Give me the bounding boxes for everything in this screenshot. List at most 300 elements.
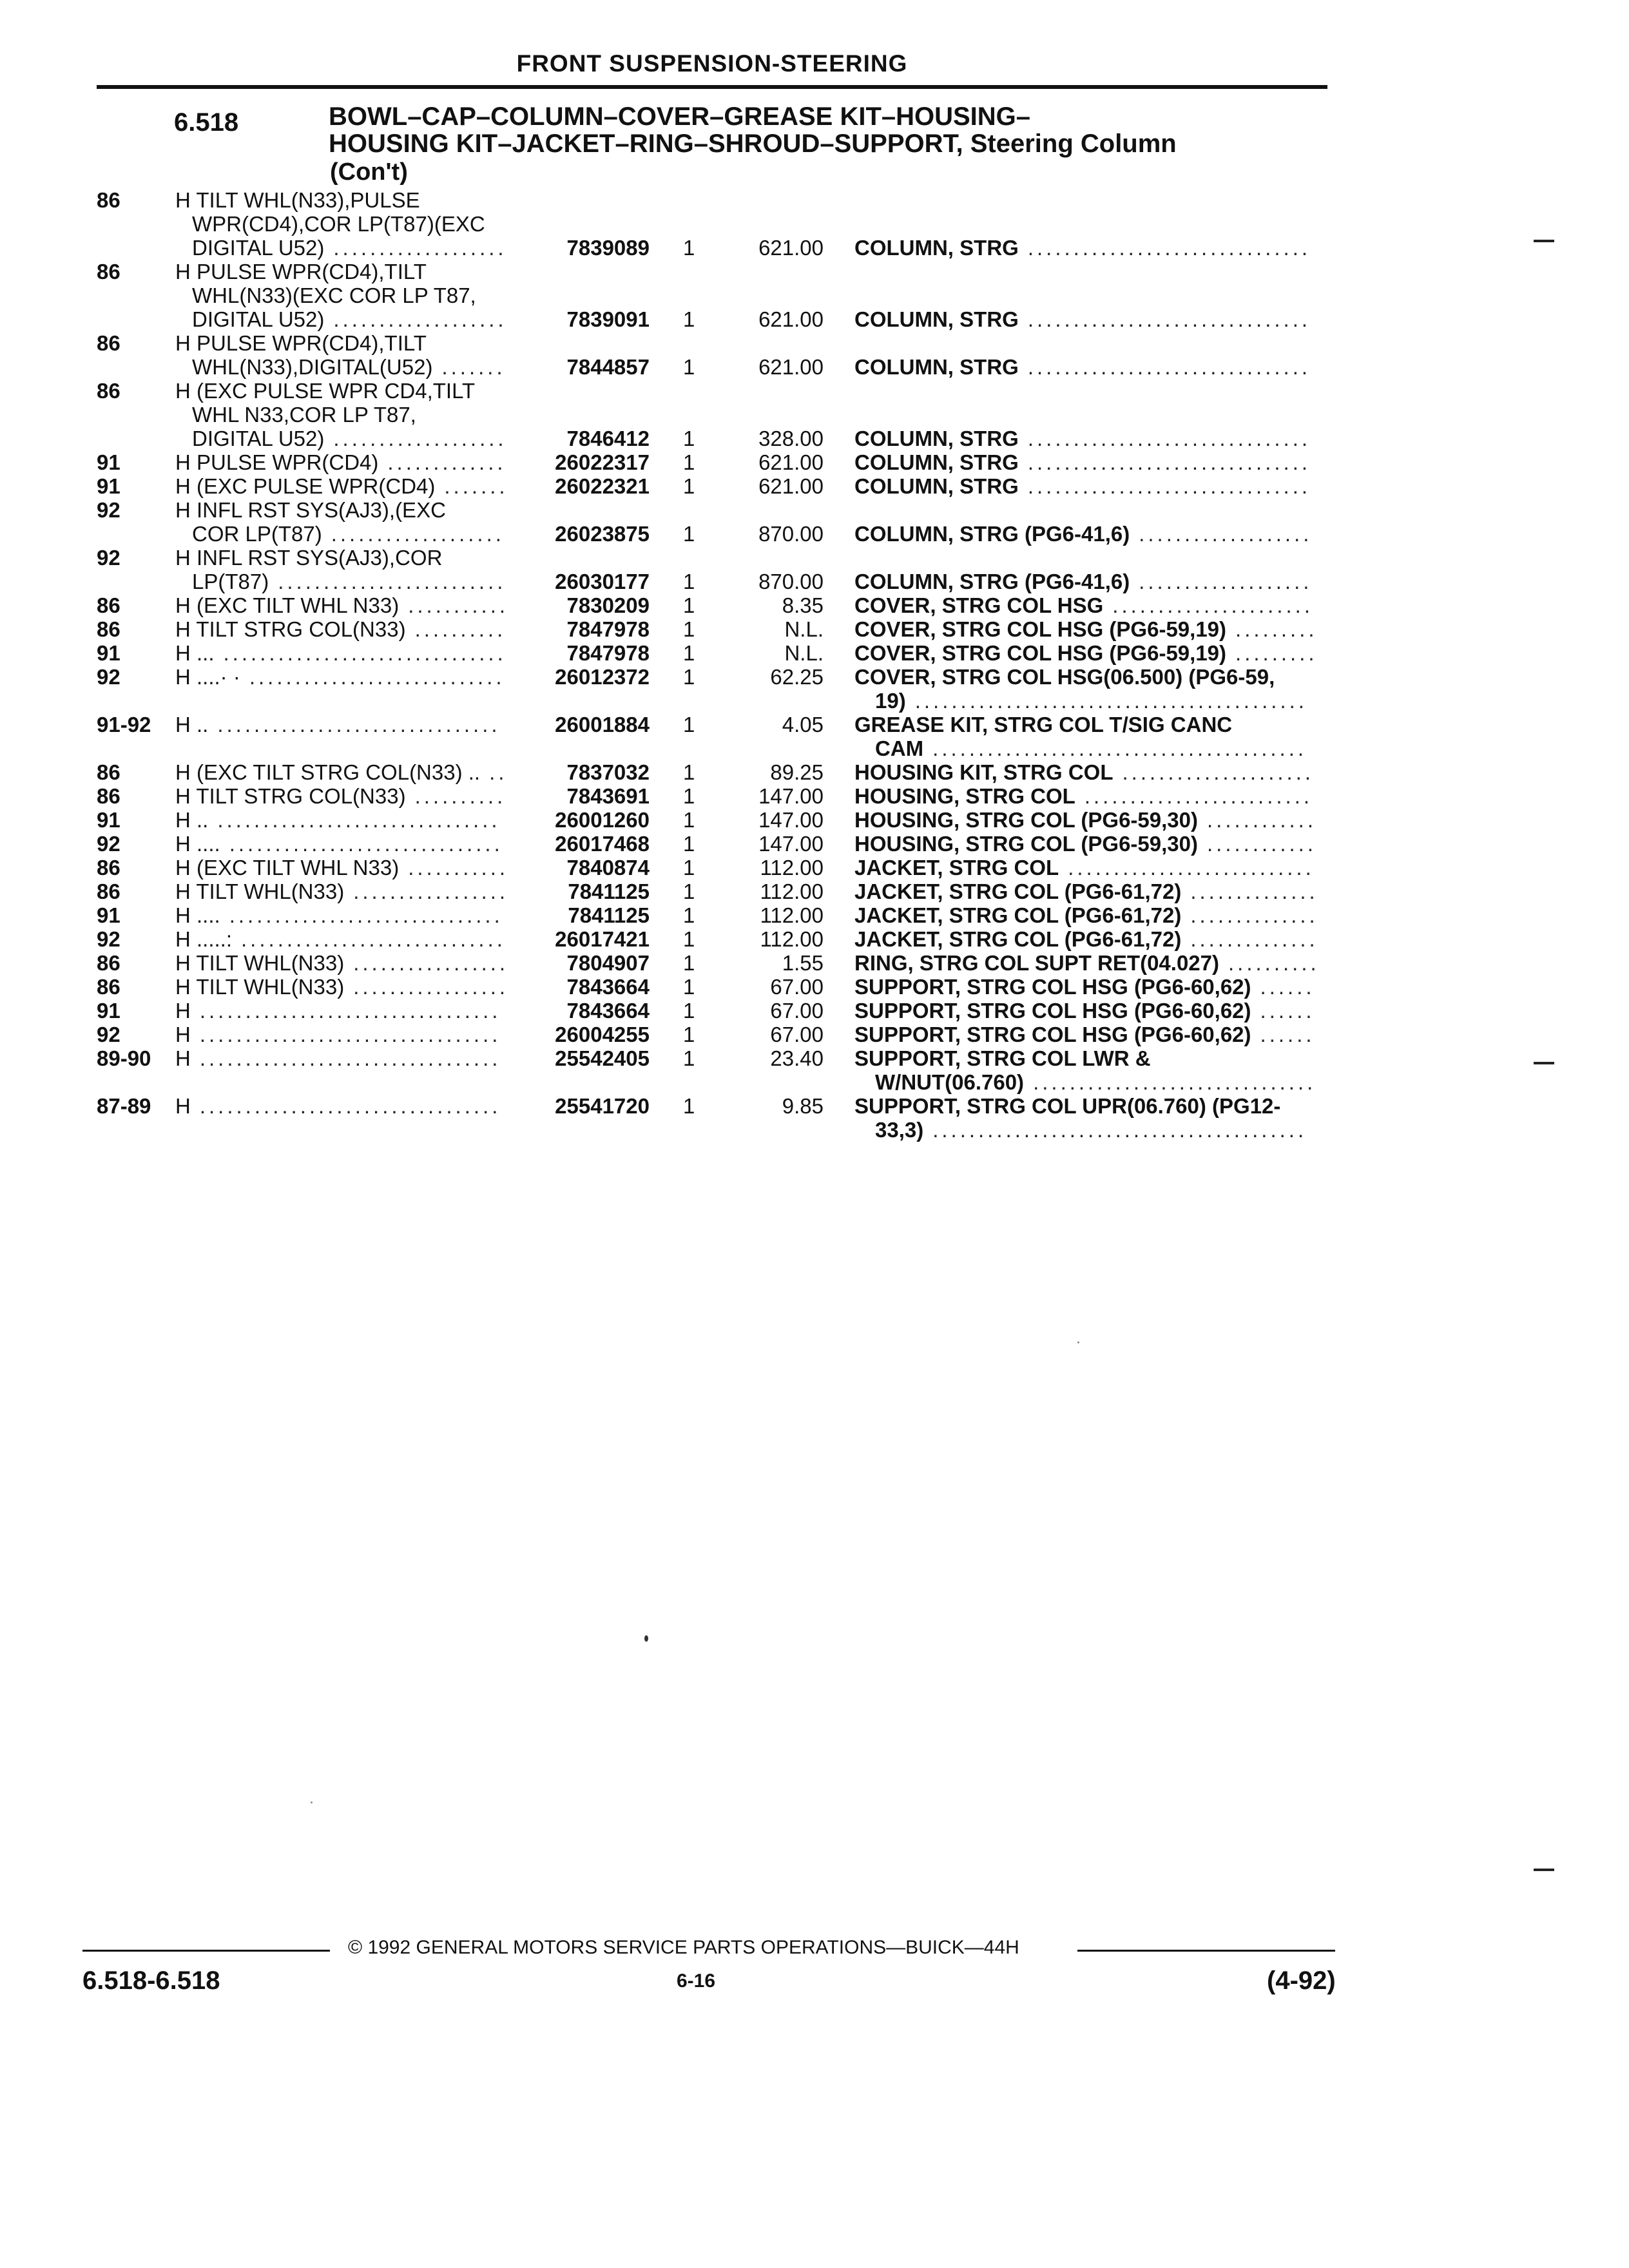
- leader-dots: ..............: [1190, 903, 1318, 927]
- leader-dots: .....................: [1122, 760, 1315, 784]
- part-number: 26022321: [555, 474, 650, 498]
- usage-description: WHL N33,COR LP T87,: [192, 403, 416, 427]
- leader-dots: .......: [441, 355, 506, 379]
- model-year: 92: [97, 665, 120, 689]
- part-number: 7843664: [566, 975, 650, 999]
- leader-dots: ...............................: [1027, 427, 1311, 450]
- quantity: 1: [683, 665, 695, 689]
- table-row: [0, 1094, 1629, 1142]
- part-name: HOUSING KIT, STRG COL: [854, 760, 1113, 784]
- leader-dots: ..............................: [229, 903, 503, 927]
- speck: [1077, 1341, 1079, 1343]
- usage-description: DIGITAL U52): [192, 427, 325, 450]
- margin-mark: [1534, 1062, 1554, 1064]
- model-year: 92: [97, 498, 120, 522]
- price: N.L.: [784, 617, 824, 641]
- usage-description: H .....:: [175, 927, 233, 951]
- table-row: [0, 832, 1629, 856]
- table-row: [0, 474, 1629, 498]
- quantity: 1: [683, 641, 695, 665]
- section-title-line1: BOWL–CAP–COLUMN–COVER–GREASE KIT–HOUSING–: [329, 102, 1031, 131]
- usage-description: LP(T87): [192, 570, 269, 593]
- usage-description: WHL(N33)(EXC COR LP T87,: [192, 284, 476, 307]
- part-name: COLUMN, STRG: [854, 355, 1019, 379]
- usage-description: H TILT WHL(N33): [175, 879, 345, 903]
- leader-dots: ...............................: [1027, 450, 1311, 474]
- part-number: 7846412: [566, 427, 650, 450]
- table-row: [0, 975, 1629, 999]
- model-year: 92: [97, 832, 120, 856]
- part-number: 7847978: [566, 641, 650, 665]
- table-row: [0, 713, 1629, 760]
- part-number: 26022317: [555, 450, 650, 474]
- price: 870.00: [758, 522, 824, 546]
- leader-dots: ............................: [249, 665, 505, 689]
- leader-dots: ..........: [414, 617, 506, 641]
- quantity: 1: [683, 236, 695, 260]
- quantity: 1: [683, 427, 695, 450]
- row-line: [0, 236, 1629, 260]
- usage-description: H ....· ·: [175, 665, 240, 689]
- leader-dots: .......: [444, 474, 508, 498]
- leader-dots: .........................: [278, 570, 506, 593]
- price: 67.00: [770, 999, 824, 1023]
- row-line: [0, 808, 1629, 832]
- row-line: [0, 784, 1629, 808]
- leader-dots: ...................: [1139, 522, 1313, 546]
- model-year: 86: [97, 593, 120, 617]
- row-line: [0, 522, 1629, 546]
- part-name: SUPPORT, STRG COL HSG (PG6-60,62): [854, 1023, 1251, 1046]
- leader-dots: ...................: [331, 522, 505, 546]
- row-line: [0, 617, 1629, 641]
- price: 9.85: [782, 1094, 824, 1118]
- part-name: COLUMN, STRG: [854, 427, 1019, 450]
- section-code: 6.518: [174, 108, 239, 137]
- price: 621.00: [758, 450, 824, 474]
- part-name: COLUMN, STRG (PG6-41,6): [854, 522, 1130, 546]
- table-row: [0, 879, 1629, 903]
- leader-dots: .............................: [241, 927, 506, 951]
- part-number: 26004255: [555, 1023, 650, 1046]
- model-year: 92: [97, 927, 120, 951]
- table-row: [0, 784, 1629, 808]
- part-number: 26017421: [555, 927, 650, 951]
- margin-mark: [1534, 1869, 1554, 1871]
- leader-dots: ..........: [1228, 951, 1320, 975]
- usage-description: H ....: [175, 903, 220, 927]
- leader-dots: ............: [1207, 832, 1317, 856]
- row-line: [0, 546, 1629, 570]
- footer-copyright: © 1992 GENERAL MOTORS SERVICE PARTS OPERATIONS—BUICK—44H: [348, 1937, 1019, 1958]
- leader-dots: ..............: [1190, 879, 1318, 903]
- part-name: GREASE KIT, STRG COL T/SIG CANC: [854, 713, 1233, 736]
- quantity: 1: [683, 713, 695, 736]
- part-name: COLUMN, STRG: [854, 307, 1019, 331]
- leader-dots: ..........: [414, 784, 506, 808]
- price: 8.35: [782, 593, 824, 617]
- leader-dots: .................: [353, 879, 509, 903]
- row-line: [0, 403, 1629, 427]
- model-year: 86: [97, 617, 120, 641]
- price: 1.55: [782, 951, 824, 975]
- part-name: SUPPORT, STRG COL UPR(06.760) (PG12-: [854, 1094, 1281, 1118]
- part-name-continued: W/NUT(06.760): [875, 1070, 1025, 1094]
- part-number: 7839089: [566, 236, 650, 260]
- leader-dots: ..............: [1190, 927, 1318, 951]
- part-number: 7844857: [566, 355, 650, 379]
- part-name: SUPPORT, STRG COL LWR &: [854, 1046, 1151, 1070]
- model-year: 92: [97, 1023, 120, 1046]
- leader-dots: ............: [1207, 808, 1317, 832]
- model-year: 86: [97, 760, 120, 784]
- leader-dots: .............: [387, 450, 506, 474]
- quantity: 1: [683, 903, 695, 927]
- row-line: [0, 379, 1629, 403]
- part-name: HOUSING, STRG COL (PG6-59,30): [854, 808, 1198, 832]
- part-number: 26001884: [555, 713, 650, 736]
- quantity: 1: [683, 975, 695, 999]
- usage-description: H: [175, 999, 191, 1023]
- footer-page-number: 6-16: [677, 1970, 716, 1992]
- model-year: 89-90: [97, 1046, 151, 1070]
- row-line: [0, 856, 1629, 879]
- row-line: [0, 284, 1629, 307]
- footer-section-range: 6.518-6.518: [82, 1966, 220, 1995]
- leader-dots: ...........: [408, 593, 509, 617]
- table-row: [0, 1023, 1629, 1046]
- price: 621.00: [758, 307, 824, 331]
- part-number: 25541720: [555, 1094, 650, 1118]
- row-line: [0, 1070, 1629, 1094]
- section-title-line2: HOUSING KIT–JACKET–RING–SHROUD–SUPPORT, Steering Column: [329, 130, 1177, 158]
- quantity: 1: [683, 1094, 695, 1118]
- usage-description: H (EXC TILT STRG COL(N33) ..: [175, 760, 481, 784]
- price: 23.40: [770, 1046, 824, 1070]
- leader-dots: ...............................: [1027, 474, 1311, 498]
- part-name: RING, STRG COL SUPT RET(04.027): [854, 951, 1219, 975]
- usage-description: H TILT WHL(N33),PULSE: [175, 188, 420, 212]
- row-line: [0, 188, 1629, 212]
- leader-dots: ...............................: [217, 808, 501, 832]
- usage-description: WPR(CD4),COR LP(T87)(EXC: [192, 212, 485, 236]
- leader-dots: .........: [1235, 617, 1318, 641]
- row-line: [0, 212, 1629, 236]
- quantity: 1: [683, 808, 695, 832]
- part-number: 7839091: [566, 307, 650, 331]
- usage-description: H ....: [175, 832, 220, 856]
- price: 112.00: [760, 879, 824, 903]
- quantity: 1: [683, 570, 695, 593]
- page-header: FRONT SUSPENSION-STEERING: [516, 50, 908, 77]
- model-year: 86: [97, 951, 120, 975]
- row-line: [0, 1023, 1629, 1046]
- price: 147.00: [758, 784, 824, 808]
- quantity: 1: [683, 307, 695, 331]
- part-name: HOUSING, STRG COL: [854, 784, 1075, 808]
- price: 112.00: [760, 927, 824, 951]
- price: 147.00: [758, 832, 824, 856]
- row-line: [0, 427, 1629, 450]
- part-name: COVER, STRG COL HSG(06.500) (PG6-59,: [854, 665, 1275, 689]
- row-line: [0, 307, 1629, 331]
- part-name: JACKET, STRG COL (PG6-61,72): [854, 879, 1182, 903]
- part-name: COVER, STRG COL HSG: [854, 593, 1104, 617]
- leader-dots: ...................: [1139, 570, 1313, 593]
- part-number: 7843664: [566, 999, 650, 1023]
- part-name: JACKET, STRG COL (PG6-61,72): [854, 903, 1182, 927]
- table-row: [0, 546, 1629, 593]
- model-year: 86: [97, 975, 120, 999]
- row-line: [0, 665, 1629, 689]
- part-name-continued: CAM: [875, 736, 924, 760]
- usage-description: H TILT STRG COL(N33): [175, 617, 406, 641]
- part-name-continued: 19): [875, 689, 906, 713]
- part-name: COVER, STRG COL HSG (PG6-59,19): [854, 641, 1227, 665]
- quantity: 1: [683, 1023, 695, 1046]
- model-year: 86: [97, 856, 120, 879]
- model-year: 92: [97, 546, 120, 570]
- price: N.L.: [784, 641, 824, 665]
- footer-date: (4-92): [1267, 1966, 1336, 1995]
- table-row: [0, 379, 1629, 450]
- quantity: 1: [683, 832, 695, 856]
- leader-dots: ..: [489, 760, 508, 784]
- leader-dots: ...................: [333, 307, 507, 331]
- quantity: 1: [683, 522, 695, 546]
- section-title: [329, 103, 1321, 157]
- part-number: 26030177: [555, 570, 650, 593]
- usage-description: H ...: [175, 641, 215, 665]
- row-line: [0, 903, 1629, 927]
- leader-dots: ......: [1260, 1023, 1315, 1046]
- part-number: 7841125: [568, 879, 650, 903]
- leader-dots: ......................: [1112, 593, 1313, 617]
- part-number: 7830209: [566, 593, 650, 617]
- part-number: 7804907: [566, 951, 650, 975]
- price: 328.00: [758, 427, 824, 450]
- quantity: 1: [683, 1046, 695, 1070]
- leader-dots: .................................: [199, 1094, 501, 1118]
- section-subtitle: (Con't): [330, 159, 408, 186]
- row-line: [0, 570, 1629, 593]
- row-line: [0, 593, 1629, 617]
- row-line: [0, 641, 1629, 665]
- model-year: 87-89: [97, 1094, 151, 1118]
- model-year: 91: [97, 641, 120, 665]
- table-row: [0, 951, 1629, 975]
- row-line: [0, 999, 1629, 1023]
- price: 621.00: [758, 355, 824, 379]
- quantity: 1: [683, 593, 695, 617]
- usage-description: H TILT WHL(N33): [175, 975, 345, 999]
- model-year: 91: [97, 903, 120, 927]
- quantity: 1: [683, 999, 695, 1023]
- usage-description: H (EXC PULSE WPR(CD4): [175, 474, 436, 498]
- table-row: [0, 856, 1629, 879]
- table-row: [0, 593, 1629, 617]
- leader-dots: .........................................: [932, 1118, 1307, 1142]
- quantity: 1: [683, 856, 695, 879]
- part-number: 7841125: [568, 903, 650, 927]
- quantity: 1: [683, 355, 695, 379]
- usage-description: DIGITAL U52): [192, 236, 325, 260]
- leader-dots: ......: [1260, 999, 1315, 1023]
- table-row: [0, 903, 1629, 927]
- part-name: COLUMN, STRG (PG6-41,6): [854, 570, 1130, 593]
- margin-mark: [1534, 240, 1554, 242]
- leader-dots: ......: [1260, 975, 1315, 999]
- table-row: [0, 665, 1629, 713]
- row-line: [0, 355, 1629, 379]
- leader-dots: ...........................: [1068, 856, 1315, 879]
- part-name-continued: 33,3): [875, 1118, 924, 1142]
- part-name: COLUMN, STRG: [854, 474, 1019, 498]
- price: 112.00: [760, 856, 824, 879]
- part-number: 26017468: [555, 832, 650, 856]
- table-row: [0, 999, 1629, 1023]
- usage-description: COR LP(T87): [192, 522, 322, 546]
- leader-dots: ..............................: [229, 832, 503, 856]
- row-line: [0, 689, 1629, 713]
- quantity: 1: [683, 951, 695, 975]
- leader-dots: ...............................: [217, 713, 501, 736]
- usage-description: H ..: [175, 808, 209, 832]
- leader-dots: ...........................................: [914, 689, 1307, 713]
- usage-description: DIGITAL U52): [192, 307, 325, 331]
- model-year: 86: [97, 379, 120, 403]
- part-number: 26023875: [555, 522, 650, 546]
- price: 62.25: [770, 665, 824, 689]
- part-number: 7843691: [566, 784, 650, 808]
- model-year: 91: [97, 808, 120, 832]
- quantity: 1: [683, 450, 695, 474]
- part-name: COLUMN, STRG: [854, 450, 1019, 474]
- leader-dots: .................................: [199, 999, 501, 1023]
- part-name: COVER, STRG COL HSG (PG6-59,19): [854, 617, 1227, 641]
- leader-dots: .................................: [199, 1046, 501, 1070]
- price: 67.00: [770, 975, 824, 999]
- leader-dots: ...................: [333, 427, 507, 450]
- leader-dots: .........................: [1084, 784, 1313, 808]
- price: 621.00: [758, 474, 824, 498]
- row-line: [0, 760, 1629, 784]
- model-year: 91-92: [97, 713, 151, 736]
- speck: [644, 1635, 648, 1642]
- usage-description: H INFL RST SYS(AJ3),(EXC: [175, 498, 446, 522]
- row-line: [0, 713, 1629, 736]
- leader-dots: .........................................: [932, 736, 1307, 760]
- row-line: [0, 450, 1629, 474]
- part-number: 26001260: [555, 808, 650, 832]
- leader-dots: ...............................: [1033, 1070, 1316, 1094]
- usage-description: WHL(N33),DIGITAL(U52): [192, 355, 433, 379]
- price: 4.05: [782, 713, 824, 736]
- row-line: [0, 1118, 1629, 1142]
- footer-rule-left: [82, 1950, 330, 1952]
- part-name: SUPPORT, STRG COL HSG (PG6-60,62): [854, 975, 1251, 999]
- usage-description: H: [175, 1046, 191, 1070]
- leader-dots: .................: [353, 975, 509, 999]
- quantity: 1: [683, 784, 695, 808]
- leader-dots: .........: [1235, 641, 1318, 665]
- table-row: [0, 331, 1629, 379]
- header-rule: [97, 85, 1327, 89]
- footer-rule-right: [1077, 1950, 1335, 1952]
- price: 112.00: [760, 903, 824, 927]
- part-number: 7840874: [566, 856, 650, 879]
- row-line: [0, 975, 1629, 999]
- usage-description: H PULSE WPR(CD4): [175, 450, 379, 474]
- price: 89.25: [770, 760, 824, 784]
- table-row: [0, 808, 1629, 832]
- price: 67.00: [770, 1023, 824, 1046]
- leader-dots: ...............................: [1027, 355, 1311, 379]
- table-row: [0, 260, 1629, 331]
- usage-description: H TILT STRG COL(N33): [175, 784, 406, 808]
- leader-dots: ...........: [408, 856, 509, 879]
- table-row: [0, 617, 1629, 641]
- usage-description: H PULSE WPR(CD4),TILT: [175, 260, 427, 284]
- leader-dots: ...................: [333, 236, 507, 260]
- part-name: COLUMN, STRG: [854, 236, 1019, 260]
- row-line: [0, 832, 1629, 856]
- usage-description: H PULSE WPR(CD4),TILT: [175, 331, 427, 355]
- part-number: 26012372: [555, 665, 650, 689]
- part-number: 25542405: [555, 1046, 650, 1070]
- quantity: 1: [683, 879, 695, 903]
- quantity: 1: [683, 760, 695, 784]
- part-name: JACKET, STRG COL: [854, 856, 1059, 879]
- model-year: 91: [97, 999, 120, 1023]
- speck: [311, 1802, 313, 1803]
- row-line: [0, 736, 1629, 760]
- usage-description: H: [175, 1094, 191, 1118]
- row-line: [0, 1094, 1629, 1118]
- model-year: 91: [97, 450, 120, 474]
- part-number: 7837032: [566, 760, 650, 784]
- model-year: 86: [97, 188, 120, 212]
- row-line: [0, 927, 1629, 951]
- quantity: 1: [683, 617, 695, 641]
- price: 621.00: [758, 236, 824, 260]
- usage-description: H (EXC TILT WHL N33): [175, 593, 400, 617]
- usage-description: H (EXC PULSE WPR CD4,TILT: [175, 379, 476, 403]
- row-line: [0, 331, 1629, 355]
- usage-description: H INFL RST SYS(AJ3),COR: [175, 546, 443, 570]
- row-line: [0, 474, 1629, 498]
- row-line: [0, 951, 1629, 975]
- part-name: JACKET, STRG COL (PG6-61,72): [854, 927, 1182, 951]
- table-row: [0, 641, 1629, 665]
- leader-dots: .................................: [199, 1023, 501, 1046]
- parts-table: [0, 188, 1629, 1142]
- model-year: 86: [97, 879, 120, 903]
- table-row: [0, 760, 1629, 784]
- price: 147.00: [758, 808, 824, 832]
- model-year: 86: [97, 784, 120, 808]
- part-number: 7847978: [566, 617, 650, 641]
- row-line: [0, 260, 1629, 284]
- model-year: 86: [97, 260, 120, 284]
- usage-description: H (EXC TILT WHL N33): [175, 856, 400, 879]
- table-row: [0, 1046, 1629, 1094]
- leader-dots: ...............................: [1027, 307, 1311, 331]
- quantity: 1: [683, 474, 695, 498]
- row-line: [0, 498, 1629, 522]
- table-row: [0, 498, 1629, 546]
- model-year: 86: [97, 331, 120, 355]
